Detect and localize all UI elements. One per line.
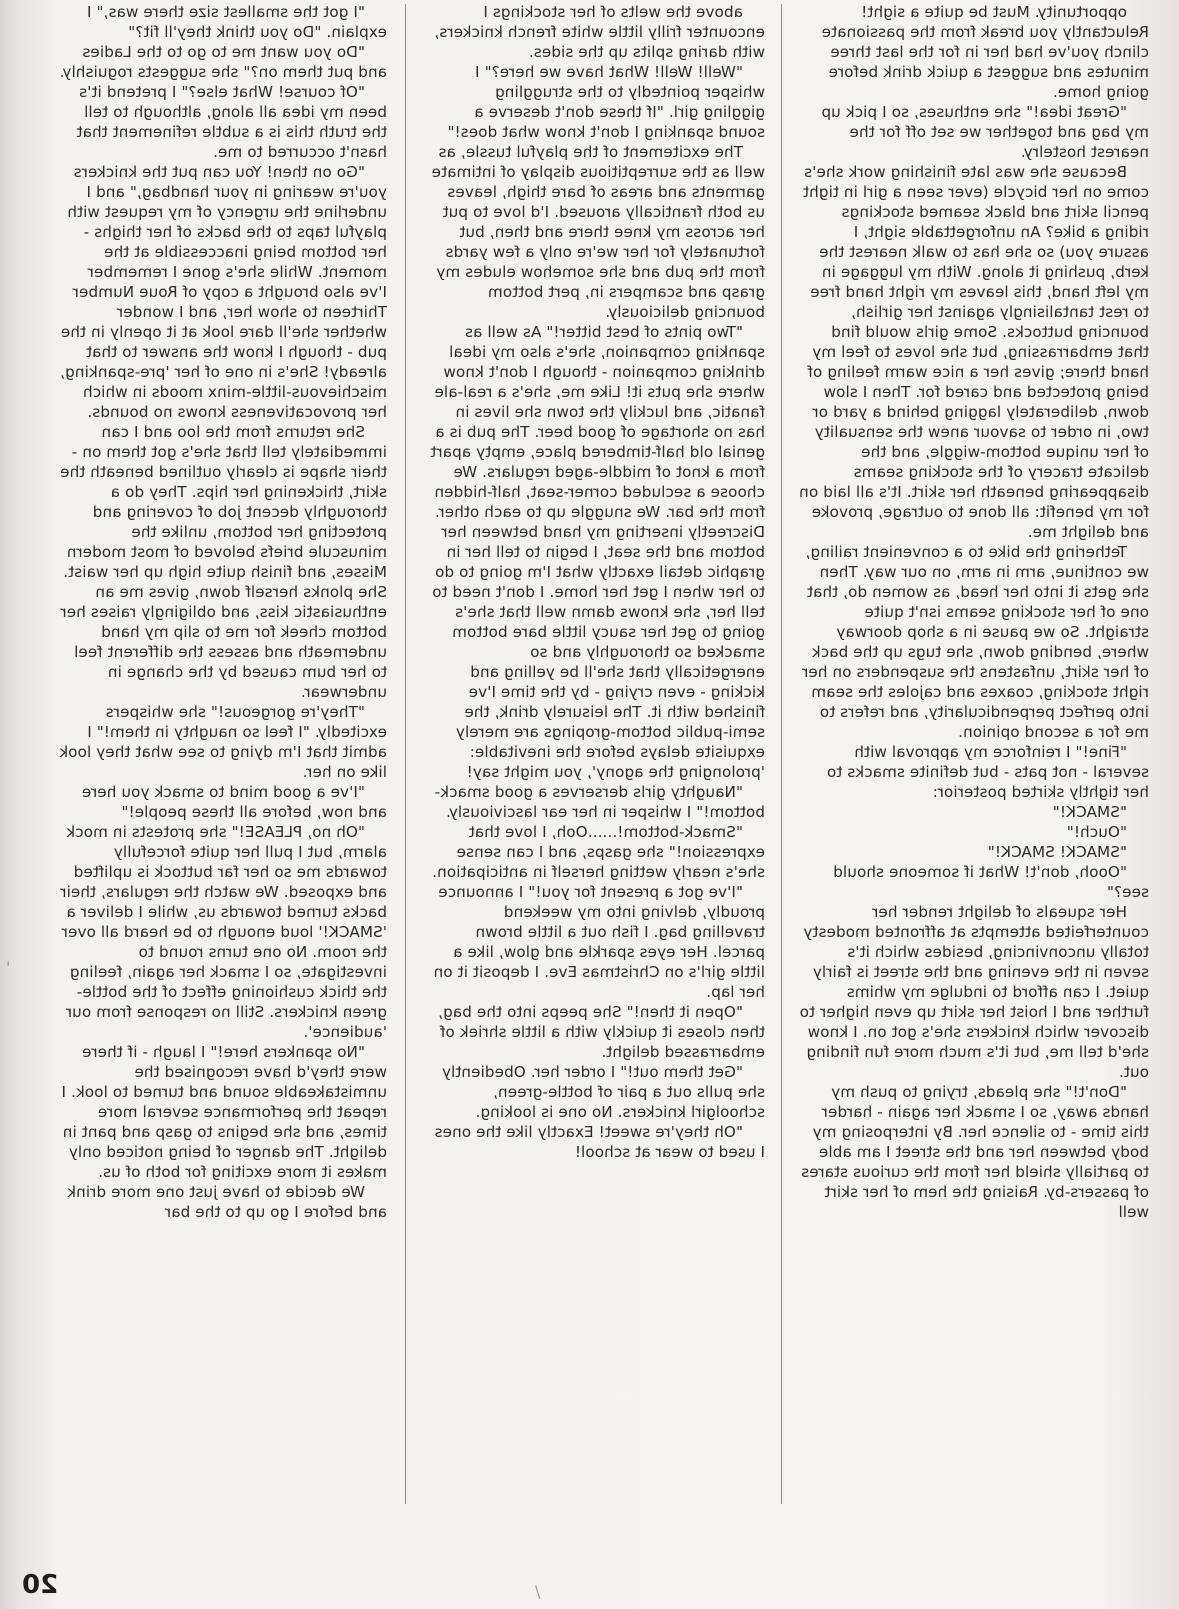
page-number: 20 <box>22 1570 59 1600</box>
column-2 <box>429 2 765 1496</box>
paragraph: Her squeals of delight render her counterfeited attempts at affronted modesty totally unconvincing, besides which it's seven in the evening and the street is fairly quiet. I can afford to indulge my whims further and I hoist her skirt up even higher to discover which knickers she's got on. I know she'd tell me, but it's much more fun finding out. <box>799 903 1149 1081</box>
paragraph: above the welts of her stockings I encounter frilly little white french knickers, with daring splits up the sides. <box>434 3 765 61</box>
paragraph: "Get them out!" I order her. Obediently she pulls out a pair of bottle-green, schoolgirl knickers. No one is looking. <box>441 1063 765 1121</box>
scan-speck: ' <box>6 958 11 977</box>
column-1 <box>799 2 1149 1496</box>
paragraph: "I've a good mind to smack you here and now, before all these people!" <box>81 783 387 821</box>
paragraph: She returns from the loo and I can immediately tell that she's got them on - their shape is clearly outlined beneath the skirt, thickening her hips. They do a thoroughly decent job of covering and protecting her bottom, unlike the minuscule briefs beloved of most modern Misses, and finish quite high up her waist. She plonks herself down, gives me an enthusiastic kiss, and obligingly raises her bottom cheek for me to slip my hand underneath and assess the different feel to her bum caused by the change in underwear. <box>60 423 387 701</box>
paragraph: "Fine!" I reinforce my approval with several - not pats - but definite smacks to her tightly skirted posterior: <box>826 743 1149 801</box>
paragraph: Tethering the bike to a convenient railing, we continue, arm in arm, on our way. Then she gets it into her head, as women do, that one of her stocking seams isn't quite straight. So we pause in a shop doorway where, bending down, she tugs up the back of her skirt, unfastens the suspenders on her right stocking, coaxes and cajoles the seam into perfect perpendicularity, and refers to me for a second opinion. <box>801 543 1149 741</box>
paragraph: "Oh they're sweet! Exactly like the ones I used to wear at school! <box>434 1123 765 1161</box>
scan-speck: \ <box>535 1582 541 1601</box>
paragraph: "Don't!" she pleads, trying to push my hands away, so I smack her again - harder this time - to silence her. By interposing my body between her and the street I am able to partially shield her from the curious stares of passers-by. Raising the hem of her skirt well <box>801 1083 1149 1221</box>
paragraph: "Do you want me to go to the Ladies and put them on?" she suggests roguishly. <box>59 43 387 81</box>
paragraph: "SMACK!" <box>1052 803 1127 821</box>
paragraph: "Go on then! You can put the knickers you're wearing in your handbag," and I underline the urgency of my request with playful taps to the backs of her thighs - her bottom being inaccessible at the moment. While she's gone I remember I've also brought a copy of Roue Number Thirteen to show her, and I wonder whether she'll dare look at it openly in the pub - though I know the answer to that already! She's in one of her 'pre-spanking, mischievous-little-minx moods in which her provocativeness knows no bounds. <box>60 163 387 421</box>
paragraph: "Naughty girls derserves a good smack-bottom!" I whisper in her ear lasciviously. <box>434 783 765 821</box>
column-divider <box>781 4 782 1504</box>
paragraph: We decide to have just one more drink and before I go up to the bar <box>67 1183 387 1221</box>
paragraph: "I've got a present for you!" I announce proudly, delving into my weekend travelling bag. I fish out a little brown parcel. Her eyes sparkle and glow, like a little girl's on Christmas Eve. I deposit it on her lap. <box>433 883 765 1001</box>
paragraph: Because she was late finishing work she's come on her bicycle (ever seen a girl in tight pencil skirt and black seamed stockings riding a bike? An unforgettable sight, I assure you) so she has to walk nearest the kerb, pushing it along. With my luggage in my left hand, this leaves my right hand free to rest tantalisingly against her girlish, bouncing buttocks. Some girls would find that embarrassing, but she loves to feel my hand there; gives her a nice warm feeling of being protected and cared for. Then I slow down, deliberately lagging behind a yard or two, in order to savour anew the sensuality of her unique bottom-wiggle, and the delicate tracery of the stocking seams disappearing beneath her skirt. It's all laid on for my benefit: all done to outrage, provoke and delight me. <box>799 163 1149 541</box>
paragraph: "Ouch!" <box>1066 823 1127 841</box>
column-divider <box>405 4 406 1504</box>
paragraph: The excitement of the playful tussle, as well as the surreptitious display of intimate garments and areas of bare thigh, leaves us both frantically aroused. I'd love to put her across my knee there and then, but fortunately for her we're only a few yards from the pub and she somehow eludes my grasp and scampers in, pert bottom bouncing deliciously. <box>431 143 765 321</box>
paragraph: "I got the smallest size there was," I explain. "Do you think they'll fit?" <box>86 3 387 41</box>
paragraph: "Smack-bottom!......Ooh, I love that expression!" she gasps, and I can sense she's nearly wetting herself in anticipation. <box>432 823 765 881</box>
paragraph: "Oh no, PLEASE!" she protests in mock alarm, but I pull her quite forcefully towards me so her far buttock is uplifted and exposed. We watch the regulars, their backs turned towards us, while I deliver a 'SMACK!' loud enough to be heard all over the room. No one turns round to investigate, so I smack her again, feeling the thick cushioning effect of the bottle-green knickers. Still no response from our 'audience'. <box>60 823 387 1041</box>
paragraph: "Two pints of best bitter!" As well as spanking companion, she's also my ideal drinking companion - though I don't know where she puts it! Like me, she's a real-ale fanatic, and luckily the town she lives in has no shortage of good beer. The pub is a genial old half-timbered place, empty apart from a knot of middle-aged regulars. We choose a secluded corner-seat, half-hidden from the bar. We snuggle up to each other. Discreetly inserting my hand between her bottom and the seat, I begin to tell her in graphic detail exactly what I'm going to do to her when I get her home. I don't need to tell her, she knows damn well that she's going to get her saucy little bare bottom smacked so thoroughly and so energetically that she'll be yelling and kicking - even crying - by the time I've finished with it. The leisurely drink, the semi-public bottom-gropings are merely exquisite delays before the inevitable: 'prolonging the agony', you might say! <box>430 323 765 781</box>
paragraph: "Open it then!" She peeps into the bag, then closes it quickly with a little shriek of embarrassed delight. <box>438 1003 765 1061</box>
paragraph: "SMACK! SMACK!" <box>987 843 1127 861</box>
paragraph: opportunity. Must be quite a sight! Reluctantly you break from the passionate clinch you've had her in for the last three minutes and suggest a quick drink before going home. <box>821 3 1149 101</box>
paragraph: "No spankers here!" I laugh - if there were they'd have recognised the unmistakeable sound and turned to look. I repeat the performance several more times, and she begins to gasp and pant in delight. The danger of being noticed only makes it more exciting for both of us. <box>61 1043 387 1181</box>
paragraph: "They're gorgeous!" she whispers excitedly. "I feel so naughty in them!" I admit that I'm dying to see what they look like on her. <box>59 703 387 781</box>
paragraph: "Oooh, don't! What if someone should see?" <box>833 863 1149 901</box>
column-3 <box>57 2 387 1496</box>
paragraph: "Well! Well! What have we here?" I whisper pointedly to the struggling giggling girl. "If these don't deserve a sound spanking I don't know what does!" <box>447 63 765 141</box>
paragraph: "Of course! What else?" I pretend it's been my idea all along, although to tell the truth this is a subtle refinement that hasn't occurred to me. <box>76 83 387 161</box>
paragraph: "Great idea!" she enthuses, so I pick up my bag and together we set off for the nearest hostelry. <box>821 103 1149 161</box>
